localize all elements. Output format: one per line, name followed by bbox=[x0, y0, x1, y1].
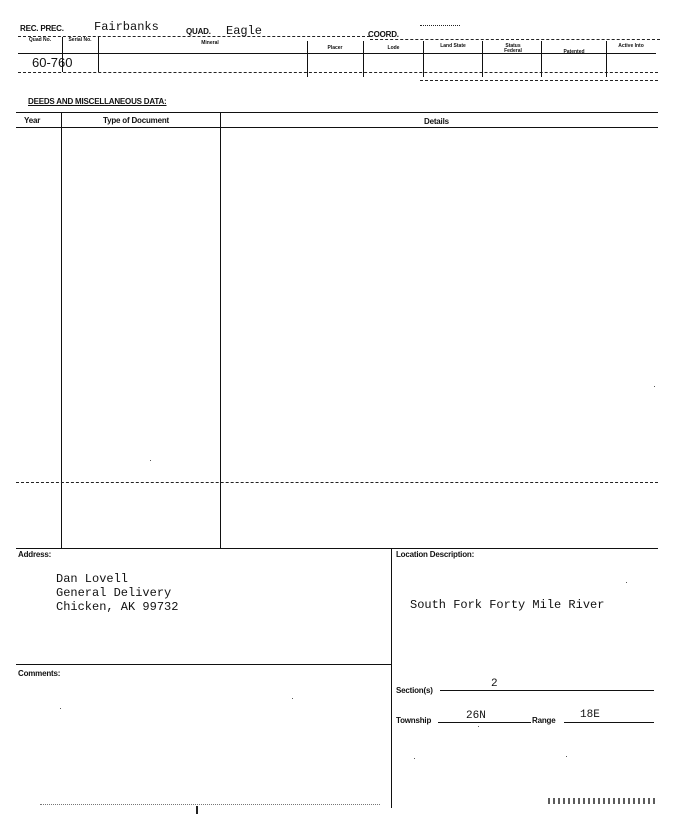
col-serial-no: Serial No. bbox=[68, 37, 92, 43]
quad-value: Eagle bbox=[226, 24, 263, 38]
col-sep bbox=[98, 37, 99, 72]
deeds-lower-rule bbox=[16, 482, 658, 483]
col-patented: Patented bbox=[563, 49, 585, 55]
address-label: Address: bbox=[18, 550, 52, 559]
col-quad-no: Quad No. bbox=[28, 37, 52, 43]
col-status-federal: Status Federal bbox=[504, 43, 522, 54]
col-lode: Lode bbox=[387, 45, 400, 51]
col-mineral: Mineral bbox=[201, 40, 219, 46]
col-land-state: Land State bbox=[440, 43, 466, 49]
address-line: General Delivery bbox=[56, 586, 172, 600]
rec-prec-value: Fairbanks bbox=[94, 20, 159, 34]
township-underline bbox=[438, 722, 531, 723]
section-divider bbox=[391, 548, 392, 808]
col-sep bbox=[541, 41, 542, 77]
deeds-title: DEEDS AND MISCELLANEOUS DATA: bbox=[28, 97, 167, 106]
deeds-col-type: Type of Document bbox=[103, 116, 169, 125]
deeds-top-rule bbox=[16, 112, 658, 113]
header-top-rule-right bbox=[370, 39, 660, 40]
col-placer: Placer bbox=[327, 45, 343, 51]
col-sep bbox=[606, 41, 607, 77]
location-label: Location Description: bbox=[396, 550, 475, 559]
header-bottom-rule bbox=[18, 72, 658, 73]
header-speckle-rule bbox=[420, 25, 460, 26]
col-sep bbox=[363, 41, 364, 77]
bottom-right-smudge bbox=[548, 798, 658, 804]
range-label: Range bbox=[532, 716, 556, 725]
address-block bbox=[56, 572, 178, 614]
section-value: 2 bbox=[491, 678, 498, 690]
quad-serial-value: 60-760 bbox=[32, 55, 73, 70]
section-label: Section(s) bbox=[396, 686, 433, 695]
address-line: Chicken, AK 99732 bbox=[56, 600, 179, 614]
deeds-bottom-rule bbox=[16, 548, 658, 549]
rec-prec-label: REC. PREC. bbox=[20, 24, 64, 33]
section-underline bbox=[440, 690, 654, 691]
col-active: Active Into bbox=[618, 43, 644, 49]
coord-label: COORD. bbox=[368, 30, 399, 39]
comments-rule bbox=[16, 664, 391, 665]
col-sep bbox=[423, 41, 424, 77]
quad-label: QUAD. bbox=[186, 27, 211, 36]
col-sep bbox=[482, 41, 483, 77]
township-value: 26N bbox=[466, 710, 486, 722]
address-line: Dan Lovell bbox=[56, 572, 129, 586]
range-underline bbox=[564, 722, 654, 723]
deeds-col-details: Details bbox=[424, 117, 449, 126]
bottom-speckle-row bbox=[40, 804, 380, 805]
bottom-mark bbox=[196, 806, 198, 814]
deeds-header-rule bbox=[16, 127, 658, 128]
range-value: 18E bbox=[580, 709, 600, 721]
header-bottom-rule-2 bbox=[420, 80, 658, 81]
township-label: Township bbox=[396, 716, 432, 725]
comments-label: Comments: bbox=[18, 669, 61, 678]
col-sep bbox=[307, 41, 308, 77]
deeds-col-year: Year bbox=[24, 116, 41, 125]
location-description: South Fork Forty Mile River bbox=[410, 598, 605, 612]
